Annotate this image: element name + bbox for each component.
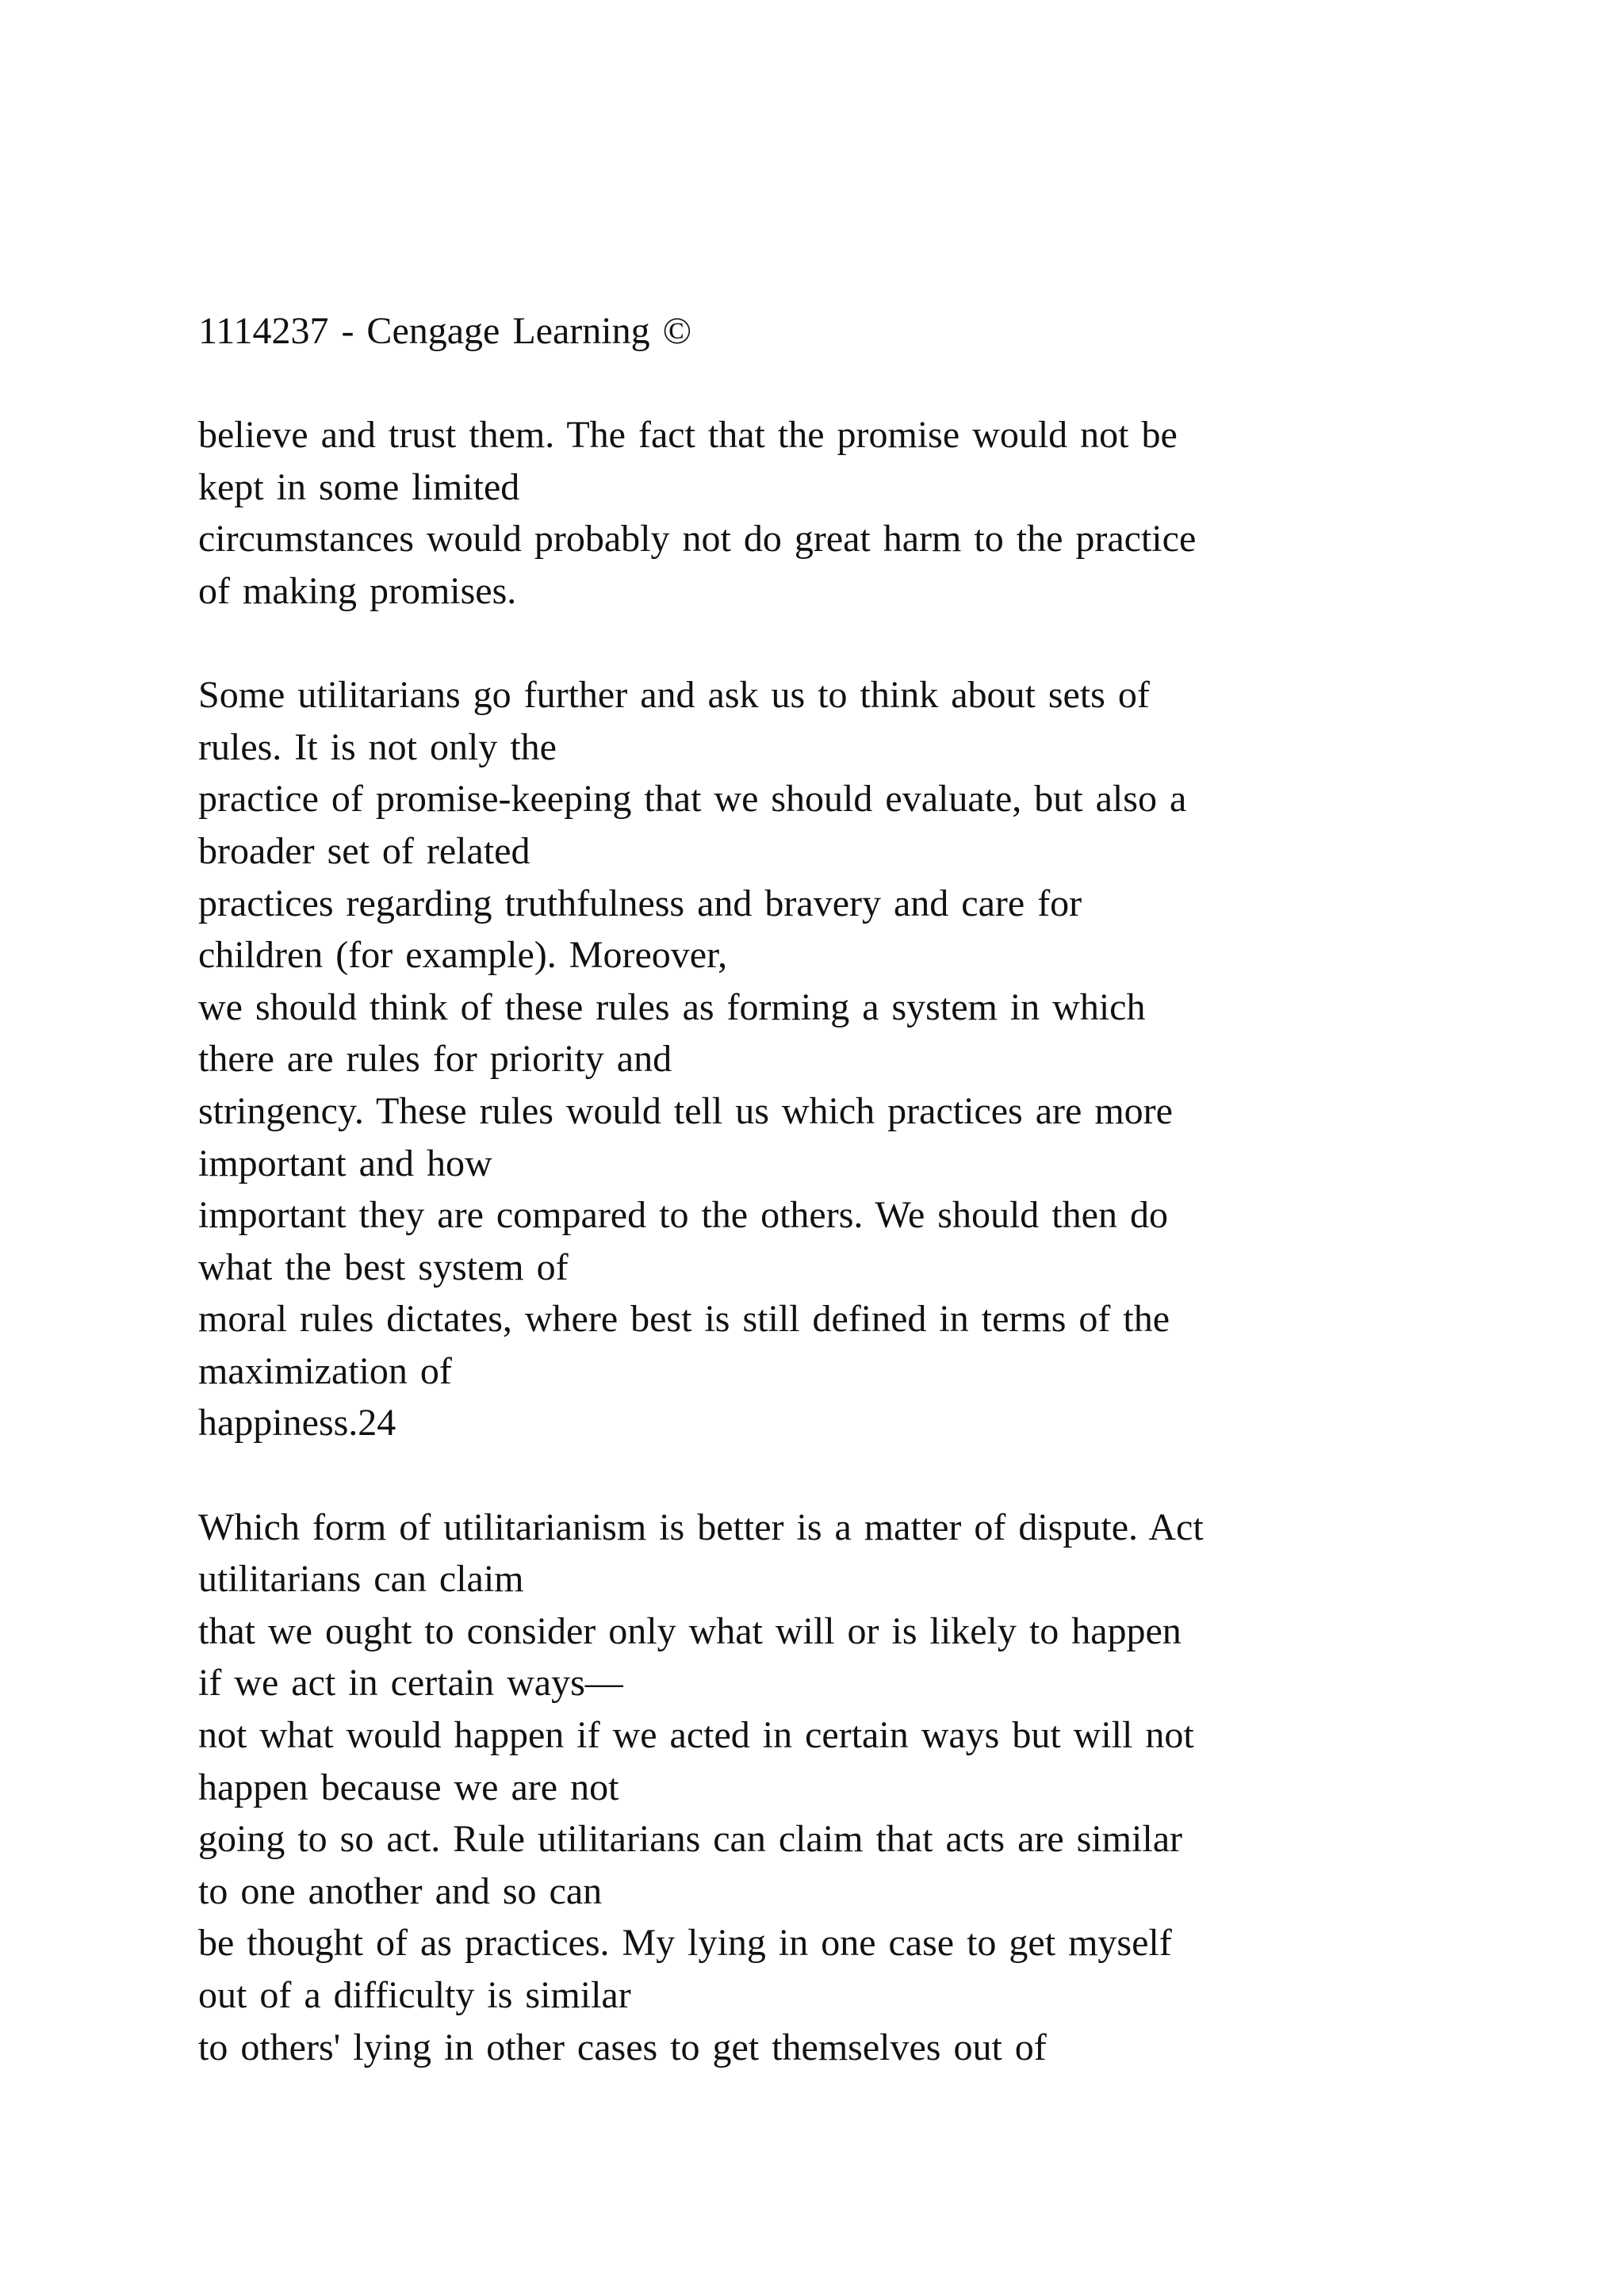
text-line: out of a difficulty is similar xyxy=(198,1974,631,2016)
text-line: we should think of these rules as forming a system in which xyxy=(198,985,1146,1028)
text-line: rules. It is not only the xyxy=(198,725,557,768)
text-line: Which form of utilitarianism is better is a matter of dispute. Act xyxy=(198,1506,1204,1548)
text-line: Some utilitarians go further and ask us to think about sets of xyxy=(198,674,1150,717)
text-line: happiness.24 xyxy=(198,1402,396,1445)
text-line: important they are compared to the others. We should then do xyxy=(198,1194,1168,1237)
text-line: going to so act. Rule utilitarians can claim that acts are similar xyxy=(198,1818,1182,1861)
text-line: maximization of xyxy=(198,1349,452,1392)
paragraph xyxy=(198,1502,1546,2074)
text-line: stringency. These rules would tell us which practices are more xyxy=(198,1089,1173,1132)
text-line: moral rules dictates, where best is still defined in terms of the xyxy=(198,1298,1170,1341)
text-line: of making promises. xyxy=(198,569,517,612)
text-line: broader set of related xyxy=(198,829,530,872)
text-line: happen because we are not xyxy=(198,1766,619,1808)
text-line: there are rules for priority and xyxy=(198,1038,672,1081)
text-line: what the best system of xyxy=(198,1246,569,1288)
text-line: practices regarding truthfulness and bravery and care for xyxy=(198,882,1082,924)
text-line: kept in some limited xyxy=(198,465,520,508)
blank-line xyxy=(198,618,1546,670)
text-line: to one another and so can xyxy=(198,1869,603,1912)
text-line: to others' lying in other cases to get themselves out of xyxy=(198,2026,1047,2068)
text-line: if we act in certain ways— xyxy=(198,1662,623,1705)
text-line: children (for example). Moreover, xyxy=(198,934,728,977)
text-line: practice of promise-keeping that we should evaluate, but also a xyxy=(198,778,1187,821)
text-line: circumstances would probably not do great harm to the practice xyxy=(198,518,1197,561)
blank-line xyxy=(198,358,1546,410)
text-line: that we ought to consider only what will or is likely to happen xyxy=(198,1609,1182,1652)
text-line: believe and trust them. The fact that the promise would not be xyxy=(198,414,1178,457)
paragraph xyxy=(198,669,1546,1449)
text-line: utilitarians can claim xyxy=(198,1558,524,1601)
paragraph xyxy=(198,409,1546,617)
text-line: be thought of as practices. My lying in one case to get myself xyxy=(198,1922,1172,1965)
page-header: 1114237 - Cengage Learning © xyxy=(198,310,692,352)
text-line: not what would happen if we acted in certain ways but will not xyxy=(198,1714,1194,1757)
blank-line xyxy=(198,1449,1546,1502)
document-text xyxy=(198,305,1546,2073)
text-line: important and how xyxy=(198,1142,492,1184)
